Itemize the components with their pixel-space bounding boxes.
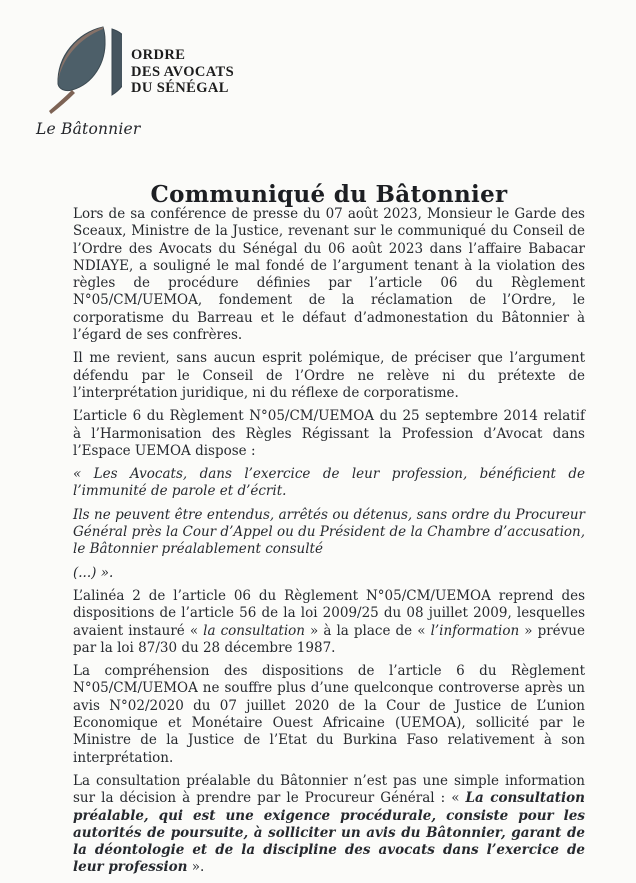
text-run: « Les Avocats, dans l’exercice de leur profession, bénéficient de l’immunité de parole et d’écrit. [73,466,585,500]
text-run: (...) ». [73,564,114,581]
text-run: L’article 6 du Règlement N°05/CM/UEMOA du 25 septembre 2014 relatif à l’Harmonisation des Règles Régissant la Profession d’Avocat dans l’Espace UEMOA dispose : [73,408,585,459]
paragraph-5 [73,507,585,559]
text-run: » à la place de « [304,622,431,639]
communique-title: Communiqué du Bâtonnier [150,181,508,209]
org-name [131,47,234,97]
text-run: l’information [430,622,520,639]
sender-role-label: Le Bâtonnier [36,120,141,138]
org-logo [48,24,234,118]
paragraph-9 [73,773,585,877]
paragraph-8 [73,663,585,767]
org-name-line: DES AVOCATS [131,63,235,80]
paragraph-3 [73,408,585,460]
paragraph-1 [73,206,585,344]
org-name-line: ORDRE [131,47,186,64]
paragraph-2 [73,350,585,402]
text-run: » prévue par la loi 87/30 du 28 décembre 1987. [73,622,585,656]
paragraph-6 [73,565,585,582]
paragraph-7 [73,588,585,657]
text-run: L’alinéa 2 de l’article 06 du Règlement N°05/CM/UEMOA reprend des dispositions de l’article 56 de la loi 2009/25 du 08 juillet 2009, lesquelles avaient instauré « [73,587,585,639]
paragraph-4 [73,466,585,501]
text-run: ». [187,859,205,876]
text-run: La consultation préalable du Bâtonnier n’est pas une simple information sur la décision à prendre par le Procureur Général : « [73,772,585,807]
leaf-logo-icon [48,24,122,118]
text-run: la consultation [203,622,305,639]
org-name-line: DU SÉNÉGAL [131,80,229,97]
text-run: Il me revient, sans aucun esprit polémique, de préciser que l’argument défendu par le Conseil de l’Ordre ne relève ni du prétexte de l’interprétation juridique, ni du réflexe de corporatisme. [73,350,585,401]
text-run: La compréhension des dispositions de l’article 6 du Règlement N°05/CM/UEMOA ne souffre plus d’une quelconque controverse après un avis N°02/2020 du 07 juillet 2020 de la Cour de Justice de L’union Economique et Monétaire Ouest Africaine (UEMOA), sollicité par le Ministre de la Justice de l’Etat du Burkina Faso relativement à son interprétation. [73,663,585,766]
text-run: Lors de sa conférence de presse du 07 août 2023, Monsieur le Garde des Sceaux, Ministre de la Justice, revenant sur le communiqué du Conseil de l’Ordre des Avocats du Sénégal du 06 août 2023 dans l’affaire Babacar NDIAYE, a souligné le mal fondé de l’argument tenant à la violation des règles de procédure définies par l’article 06 du Règlement N°05/CM/UEMOA, fondement de la réclamation de l’Ordre, le corporatisme du Barreau et le défaut d’admonestation du Bâtonnier à l’égard de ses confrères. [73,206,585,344]
text-run: La consultation préalable, qui est une exigence procédurale, consiste pour les autorités de poursuite, à solliciter un avis du Bâtonnier, garant de la déontologie et de la discipline des avocats dans l’exercice de leur profession [73,790,585,876]
communique-body [73,206,585,883]
text-run: Ils ne peuvent être entendus, arrêtés ou détenus, sans ordre du Procureur Général près la Cour d’Appel ou du Président de la Chambre d’accusation, le Bâtonnier préalablement consulté [73,506,586,558]
